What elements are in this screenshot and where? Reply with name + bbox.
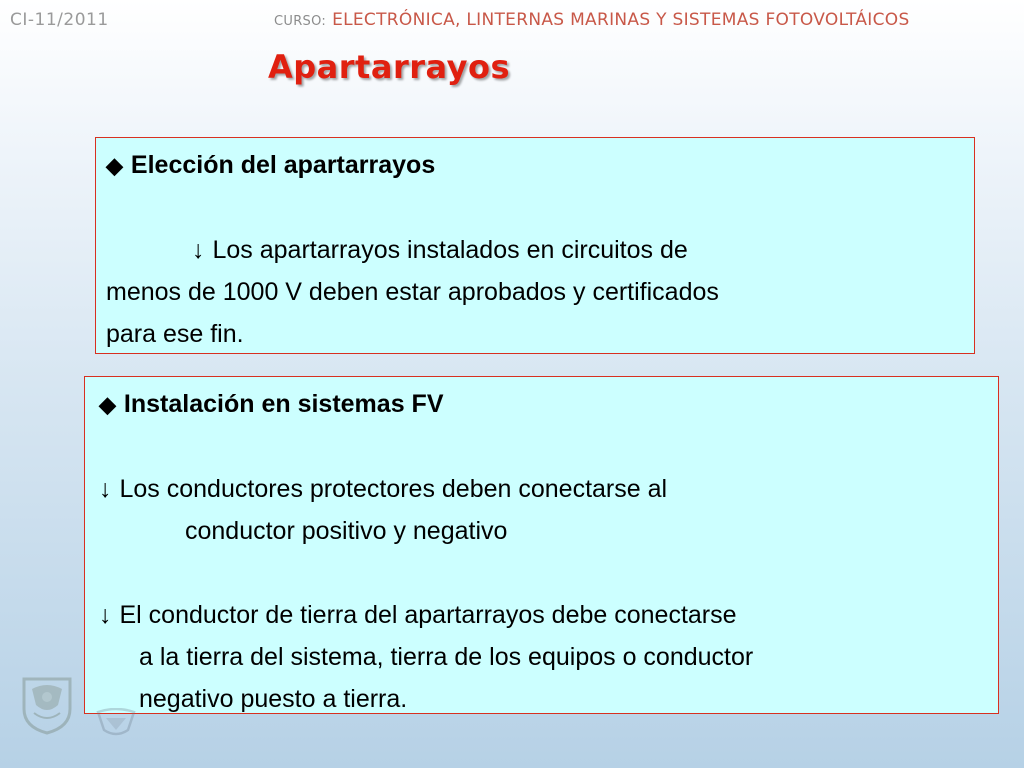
box1-heading-text: Elección del apartarrayos — [130, 151, 436, 179]
installation-box — [84, 376, 999, 714]
down-arrow-icon: ↓ — [192, 236, 205, 264]
box2-item1-line2: conductor positivo y negativo — [185, 517, 508, 545]
spacer — [106, 187, 964, 229]
university-crest-icon — [20, 675, 74, 735]
box1-text-line3: para ese fin. — [106, 320, 244, 348]
box2-item2-line1 — [99, 594, 984, 636]
selection-box — [95, 137, 975, 354]
box2-item2-line2: a la tierra del sistema, tierra de los equipos o conductor — [139, 643, 754, 671]
box2-item1-text1: Los conductores protectores deben conectarse al — [119, 475, 668, 503]
small-crest-icon — [96, 708, 136, 738]
box1-text1: Los apartarrayos instalados en circuitos de — [212, 236, 688, 264]
spacer — [99, 426, 984, 468]
box1-heading — [106, 144, 964, 187]
header-course-code: CI-11/2011 — [10, 10, 109, 30]
box2-heading-text: Instalación en sistemas FV — [123, 390, 444, 418]
down-arrow-icon: ↓ — [99, 475, 112, 503]
spacer — [99, 552, 984, 594]
box1-text-line2: menos de 1000 V deben estar aprobados y certificados — [106, 278, 719, 306]
diamond-bullet-icon: ◆ — [99, 392, 116, 417]
header-course-title — [274, 10, 910, 30]
box2-item2-text1: El conductor de tierra del apartarrayos debe conectarse — [119, 601, 737, 629]
box1-text-line1 — [106, 229, 964, 271]
box2-item1-line1 — [99, 468, 984, 510]
course-prefix: CURSO: — [274, 14, 327, 29]
box2-item2-line3: negativo puesto a tierra. — [139, 685, 408, 713]
down-arrow-icon: ↓ — [99, 601, 112, 629]
course-name: ELECTRÓNICA, LINTERNAS MARINAS Y SISTEMAS FOTOVOLTÁICOS — [332, 10, 910, 30]
box2-heading — [99, 383, 984, 426]
diamond-bullet-icon: ◆ — [106, 153, 123, 178]
slide-title: Apartarrayos — [268, 48, 510, 86]
